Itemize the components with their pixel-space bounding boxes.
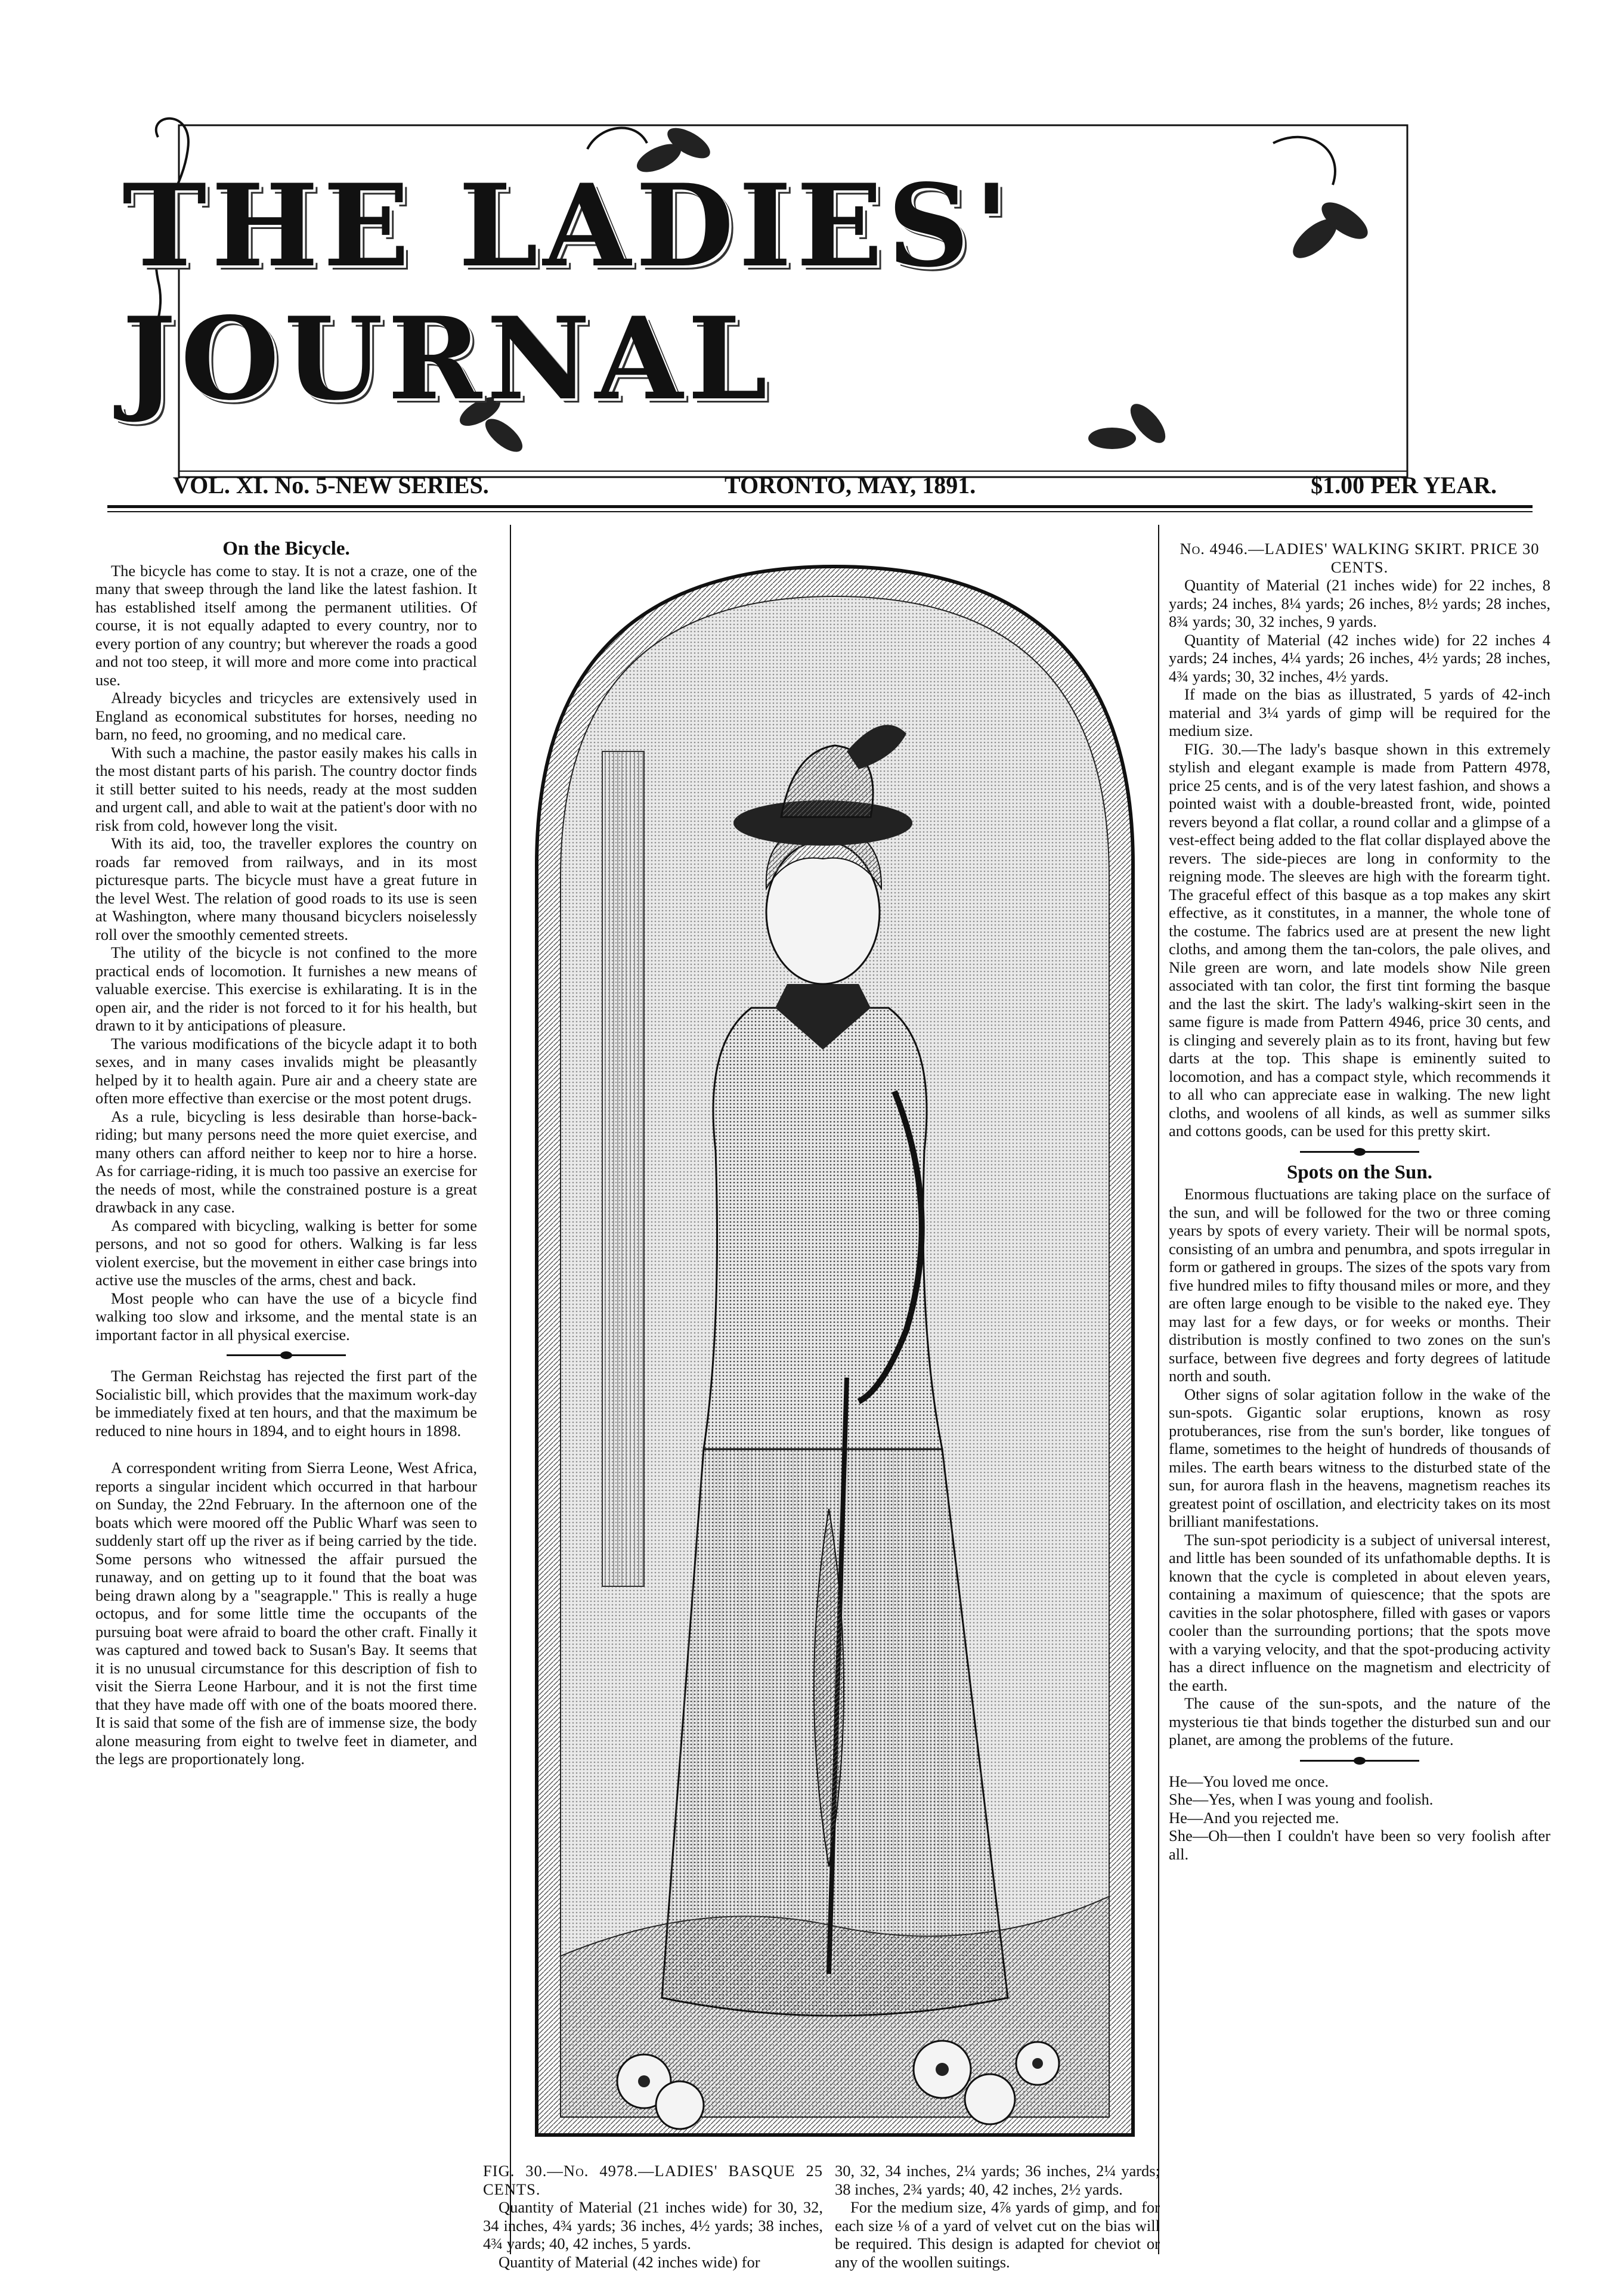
top-rule-thin	[107, 511, 1533, 512]
article-heading-sun: Spots on the Sun.	[1287, 1161, 1432, 1183]
paragraph: Quantity of Material (42 inches wide) for 22 inches 4 yards; 24 inches, 4¼ yards; 26 inches, 4½ yards; 28 inches, 4¾ yards; 30, 32 inches, 4½ yards.	[1169, 630, 1550, 685]
issue-line	[119, 471, 1497, 507]
octopus-paragraph: A correspondent writing from Sierra Leone, West Africa, reports a singular incident which occurred in that harbour on Sunday, the 22nd February. In the afternoon one of the boats which were moored off the Public Wharf was seen to suddenly start off up the river as if being carried by the tide. Some persons who witnessed the affair pursued the runaway, and on getting up to it found that the boat was being drawn along by a "seagrapple." This is really a huge octopus, and for some little time the occupants of the pursuing boat were afraid to board the other craft. Finally it was captured and towed back to Susan's Bay. It seems that it is no unusual circumstance for this description of fish to visit the Sierra Leone Harbour, and it is not the first time that they have made off with one of the boats moored there. It is said that some of the fish are of immense size, the body alone measuring from eight to twelve feet in diameter, and the legs are proportionately long.	[95, 1459, 477, 1768]
dialogue-line: He—You loved me once.	[1169, 1772, 1329, 1790]
paragraph: Already bicycles and tricycles are extensively used in England as economical substitutes for horses, needing no barn, no feed, no grooming, and no medical care.	[95, 689, 477, 743]
paragraph: Enormous fluctuations are taking place on the surface of the sun, and will be followed for the two or three coming years by spots of every variety. Their will be normal spots, consisting of an umbra and penumbra, and spots irregular in form or gathered in groups. The sizes of the spots vary from five hundred miles to fifty thousand miles or more, and they are often large enough to be visible to the naked eye. They may last for a few days, or for weeks or months. Their distribution is mostly confined to two zones on the sun's surface, between five degrees and forty degrees of latitude north and south.	[1169, 1185, 1550, 1385]
price: $1.00 PER YEAR.	[1311, 472, 1497, 499]
figure-caption-left	[483, 2162, 823, 2271]
paragraph: Quantity of Material (21 inches wide) for 22 inches, 8 yards; 24 inches, 8¼ yards; 26 inches, 8½ yards; 28 inches, 8¾ yards; 30, 32 inches, 9 yards.	[1169, 576, 1550, 630]
top-rule	[107, 505, 1533, 508]
paragraph: The bicycle has come to stay. It is not a craze, one of the many that sweep through the land like the latest fashion. It has established itself among the permanent utilities. Of course, it is not equally adapted to every country, nor to every portion of any country; but wherever the roads a good and not too steep, it will more and more come into practical use.	[95, 561, 477, 689]
section-divider	[1300, 1760, 1419, 1762]
paragraph: With its aid, too, the traveller explores the country on roads far removed from railways, and in its most picturesque parts. The bicycle must have a great future in the level West. The relation of good roads to its use is seen at Washington, where many thousand bicyclers noiselessly roll over the smoothly cemented streets.	[95, 834, 477, 943]
paragraph: As compared with bicycling, walking is better for some persons, and not so good for others. Walking is far less violent exercise, but the movement in either case brings into active use the muscles of the arms, chest and back.	[95, 1216, 477, 1289]
caption-paragraph: Quantity of Material (21 inches wide) for 30, 32, 34 inches, 4¾ yards; 36 inches, 4½ yards; 38 inches, 4¾ yards; 40, 42 inches, 5 yards.	[483, 2198, 823, 2252]
dialogue	[1169, 1772, 1550, 1864]
place-date: TORONTO, MAY, 1891.	[725, 472, 976, 499]
section-divider	[1300, 1151, 1419, 1153]
paragraph: The sun-spot periodicity is a subject of universal interest, and little has been sounded of its unfathomable depths. It is known that the cycle is completed in about eleven years, containing a maximum of quiescence; that the spots are cavities in the solar photosphere, filled with gases or vapors cooler than the surrounding portions; that the spots move with a varying velocity, and that the spot-producing activity has a direct influence on the magnetism and electricity of the earth.	[1169, 1530, 1550, 1694]
paragraph: The cause of the sun-spots, and the nature of the mysterious tie that binds together the disturbed sun and our planet, are among the problems of the future.	[1169, 1694, 1550, 1749]
paragraph: As a rule, bicycling is less desirable than horse-back-riding; but many persons need the more quiet exercise, and many others can afford neither to keep nor to hire a horse. As for carriage-riding, it is much too passive an exercise for the needs of most, while the constrained posture is a great drawback in any case.	[95, 1107, 477, 1216]
figure-caption-title: FIG. 30.—No. 4978.—LADIES' BASQUE 25 CENTS.	[483, 2162, 823, 2198]
paragraph: With such a machine, the pastor easily makes his calls in the most distant parts of his parish. The country doctor finds it still better suited to his needs, ready at the most sudden and urgent call, and able to wait at the patient's door with no risk from cold, however long the visit.	[95, 743, 477, 834]
dialogue-line: She—Oh—then I couldn't have been so very foolish after all.	[1169, 1827, 1550, 1863]
article-heading-bicycle: On the Bicycle.	[222, 538, 350, 559]
section-divider	[227, 1354, 346, 1356]
masthead-title: THE LADIES' JOURNAL	[122, 159, 1014, 425]
paragraph: The various modifications of the bicycle adapt it to both sexes, and in many cases invalids might be pleasantly helped by it to health again. Pure air and a cheery state are often more effective than exercise or the most potent drugs.	[95, 1034, 477, 1107]
paragraph: If made on the bias as illustrated, 5 yards of 42-inch material and 3¼ yards of gimp will be required for the medium size.	[1169, 685, 1550, 739]
paragraph: FIG. 30.—The lady's basque shown in this extremely stylish and elegant example is made from Pattern 4978, price 25 cents, and is of the very latest fashion, and shows a pointed waist with a double-breasted front, wide, pointed revers beyond a flat collar, a round collar and a glimpse of a vest-effect being added to the flat collar displayed above the revers. The side-pieces are long in conformity to the reigning mode. The sleeves are high with the forearm tight. The graceful effect of this basque as a top makes any skirt effective, as it constitutes, in a manner, the whole tone of the costume. The fabrics used are at present the new light cloths, and among them the tan-colors, the pale olives, and Nile green are worn, and late models show Nile green associated with tan color, the first tint forming the basque and the last the skirt. The lady's walking-skirt seen in the same figure is made from Pattern 4946, price 30 cents, and is clinging and severely plain as to its front, having but few darts at the top. This shape is eminently suited to locomotion, and has a compact style, which recommends it to all who can appreciate ease in walking. The new light cloths, and woolens of all kinds, as well as summer silks and cottons goods, can be used for this pretty skirt.	[1169, 739, 1550, 1140]
column-rule-left	[510, 525, 511, 2254]
figure-caption-middle	[835, 2162, 1160, 2271]
fashion-illustration	[525, 555, 1145, 2266]
paragraph: Most people who can have the use of a bicycle find walking too slow and irksome, and the mental state is an important factor in all physical exercise.	[95, 1289, 477, 1344]
reichstag-paragraph: The German Reichstag has rejected the first part of the Socialistic bill, which provides that the maximum work-day be immediately fixed at ten hours, and that the maximum be reduced to nine hours in 1894, and to eight hours in 1898.	[95, 1367, 477, 1440]
paragraph: The utility of the bicycle is not confined to the more practical ends of locomotion. It furnishes a new means of valuable exercise. This exercise is exhilarating. It is in the open air, and the rider is not forced to it for his health, but drawn to it by anticipations of pleasure.	[95, 943, 477, 1034]
masthead	[122, 101, 1416, 483]
dialogue-line: She—Yes, when I was young and foolish.	[1169, 1790, 1434, 1808]
skirt-pattern-title: No. 4946.—LADIES' WALKING SKIRT. PRICE 30 CENTS.	[1180, 540, 1540, 576]
column-rule-right	[1158, 525, 1159, 2254]
caption-paragraph: Quantity of Material (42 inches wide) for	[499, 2252, 760, 2271]
figure-engraving	[525, 555, 1145, 2159]
volume-number: VOL. XI. No. 5-NEW SERIES.	[173, 472, 489, 499]
caption-paragraph: For the medium size, 4⅞ yards of gimp, and for each size ⅛ of a yard of velvet cut on the bias will be required. This design is adapted for cheviot or any of the woollen suitings.	[835, 2198, 1160, 2271]
right-column	[1169, 540, 1550, 1863]
dialogue-line: He—And you rejected me.	[1169, 1808, 1339, 1827]
caption-paragraph: 30, 32, 34 inches, 2¼ yards; 36 inches, 2¼ yards; 38 inches, 2¾ yards; 40, 42 inches, 2½ yards.	[835, 2162, 1160, 2198]
left-column	[95, 540, 477, 1768]
paragraph: Other signs of solar agitation follow in the wake of the sun-spots. Gigantic solar eruptions, known as rosy protuberances, rise from the sun's border, like tongues of flame, sometimes to the height of hundreds of thousands of miles. The earth bears witness to the disturbed state of the sun, for aurora flash in the heavens, magnetism reaches its greatest point of oscillation, and electricity takes on its most brilliant manifestations.	[1169, 1385, 1550, 1530]
